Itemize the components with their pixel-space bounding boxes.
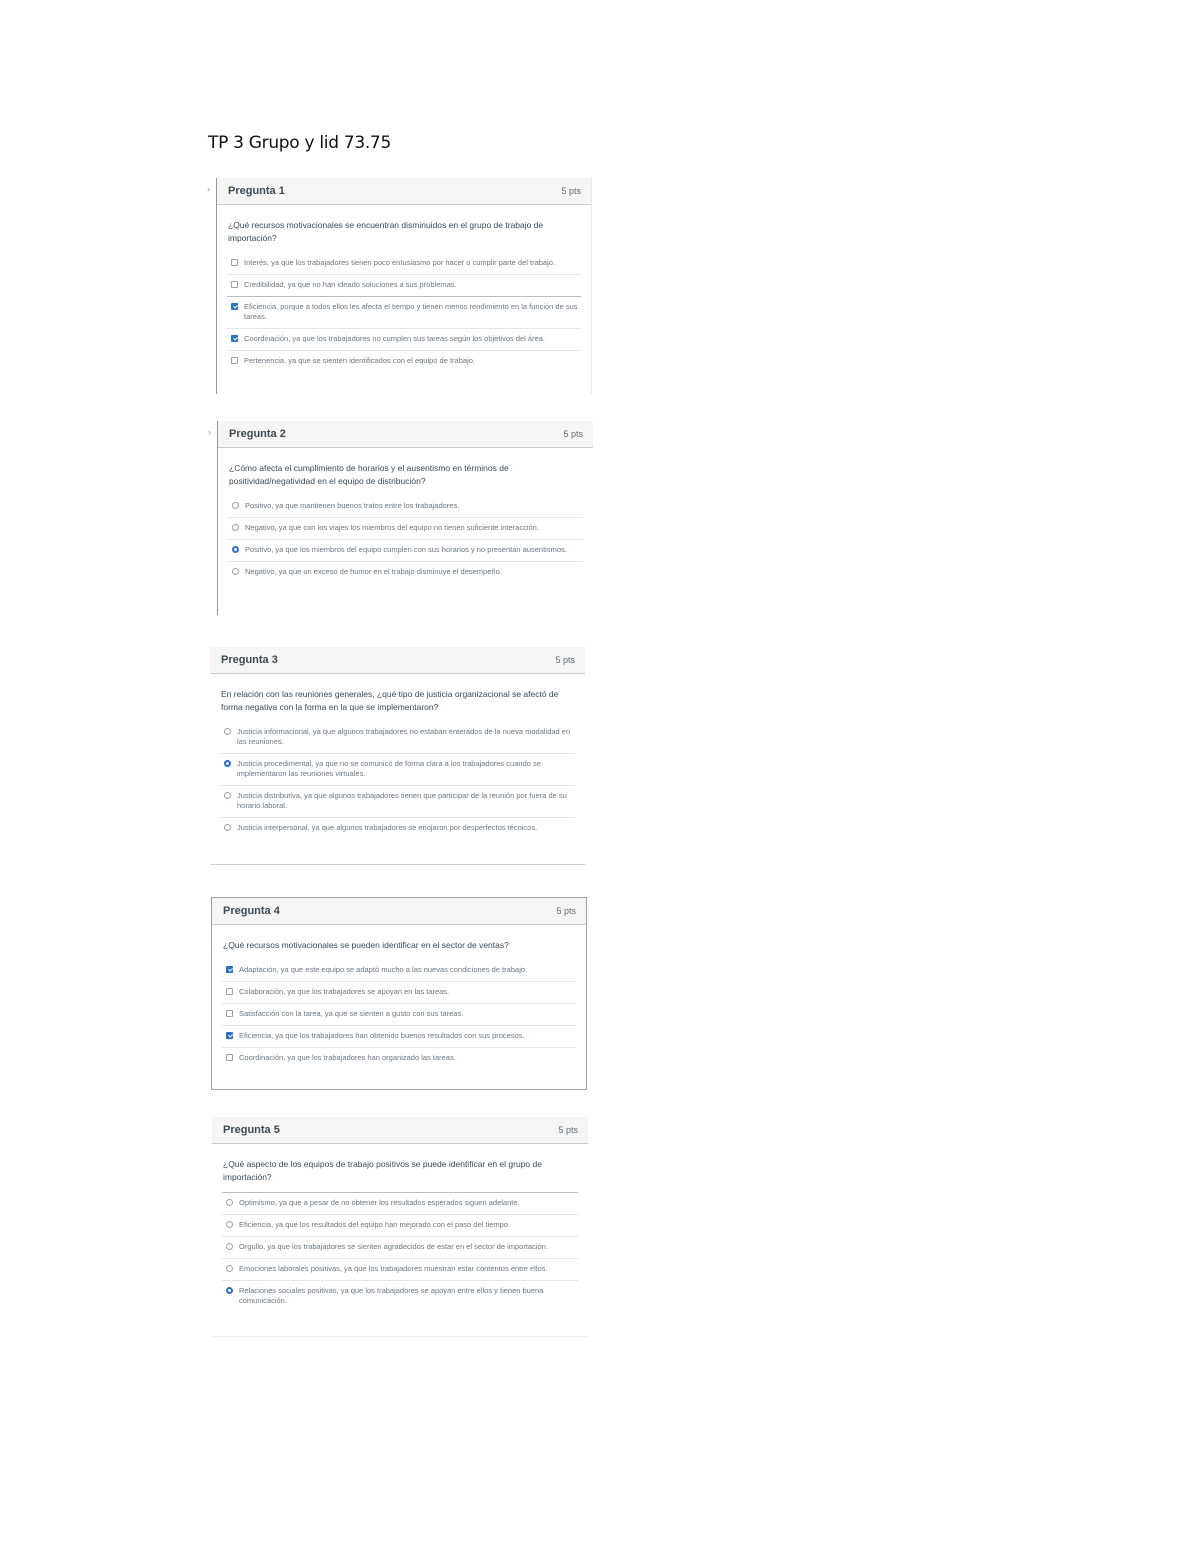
answer-text: Coordinación, ya que los trabajadores han organizado las tareas. [239,1053,456,1062]
answer-option[interactable] [220,753,575,785]
question-title: Pregunta 5 [223,1124,280,1136]
radio-icon[interactable] [226,1221,233,1228]
answer-text: Justicia distributiva, ya que algunos trabajadores tienen que participar de la reunión por fuera de su horario laboral. [237,791,567,810]
question-card-2 [217,421,593,615]
answer-option[interactable] [227,350,581,372]
question-header [212,1117,588,1144]
answer-text: Eficiencia, ya que los trabajadores han obtenido buenos resultados con sus procesos. [239,1031,525,1040]
answer-text: Eficiencia, ya que los resultados del equipo han mejorado con el paso del tiempo. [239,1220,511,1229]
checkbox-checked-icon[interactable] [231,335,238,342]
checkbox-icon[interactable] [226,1010,233,1017]
answer-option[interactable] [227,274,581,296]
question-card-1 [216,178,592,394]
chevron-right-icon: › [208,427,211,437]
answer-text: Justicia interpersonal, ya que algunos trabajadores se enojaron por desperfectos técnicos. [237,823,538,832]
answer-text: Justicia informacional, ya que algunos trabajadores no estaban enterados de la nueva modalidad en las reuniones. [237,727,571,746]
question-card-5 [212,1117,588,1337]
radio-selected-icon[interactable] [226,1287,233,1294]
question-title: Pregunta 2 [229,428,286,440]
question-prompt: ¿Qué recursos motivacionales se encuentran disminuidos en el grupo de trabajo de importación? [228,220,544,243]
answer-text: Relaciones sociales positivas, ya que los trabajadores se apoyan entre ellos y tienen buena comunicación. [239,1286,544,1305]
answer-option[interactable] [222,1003,576,1025]
answer-option[interactable] [222,1192,578,1214]
answer-text: Eficiencia, porque a todos ellos les afecta el tiempo y tienen menos rendimiento en la función de sus tareas. [244,302,578,321]
checkbox-icon[interactable] [231,259,238,266]
question-points: 5 pts [563,429,583,439]
question-title: Pregunta 1 [228,185,285,197]
radio-icon[interactable] [232,568,239,575]
answer-option[interactable] [228,561,583,583]
question-points: 5 pts [556,906,576,916]
checkbox-checked-icon[interactable] [226,1032,233,1039]
radio-icon[interactable] [232,502,239,509]
radio-selected-icon[interactable] [232,546,239,553]
radio-selected-icon[interactable] [224,760,231,767]
question-prompt: ¿Qué aspecto de los equipos de trabajo positivos se puede identificar en el grupo de importación? [223,1159,542,1182]
question-title: Pregunta 4 [223,905,280,917]
answer-text: Pertenencia, ya que se sienten identificados con el equipo de trabajo. [244,356,475,365]
answer-text: Justicia procedimental, ya que no se comunicó de forma clara a los trabajadores cuando se implementaron las reuniones virtuales. [237,759,541,778]
question-header [212,898,586,925]
answer-option[interactable] [227,296,581,328]
radio-icon[interactable] [226,1265,233,1272]
question-prompt: ¿Qué recursos motivacionales se pueden identificar en el sector de ventas? [223,940,509,950]
question-prompt: ¿Cómo afecta el cumplimiento de horarios y el ausentismo en términos de positividad/negatividad en el equipo de distribución? [229,463,509,486]
answer-text: Adaptación, ya que este equipo se adaptó mucho a las nuevas condiciones de trabajo. [239,965,528,974]
checkbox-checked-icon[interactable] [231,303,238,310]
answer-text: Colaboración, ya que los trabajadores se apoyan en las tareas. [239,987,450,996]
answer-option[interactable] [220,722,575,753]
answer-list [227,253,581,372]
answer-text: Positivo, ya que mantienen buenos tratos entre los trabajadores. [245,501,460,510]
answer-list [222,960,576,1069]
answer-option[interactable] [228,539,583,561]
answer-text: Credibilidad, ya que no han ideado soluciones a sus problemas. [244,280,457,289]
question-card-4 [211,897,587,1090]
answer-option[interactable] [222,1236,578,1258]
question-card-3 [210,647,585,865]
checkbox-icon[interactable] [226,1054,233,1061]
radio-icon[interactable] [224,728,231,735]
question-header [210,647,585,674]
radio-icon[interactable] [226,1199,233,1206]
question-header [217,178,591,205]
answer-option[interactable] [222,1047,576,1069]
answer-option[interactable] [220,817,575,839]
answer-text: Negativo, ya que un exceso de humor en el trabajo disminuye el desempeño. [245,567,502,576]
question-points: 5 pts [555,655,575,665]
checkbox-icon[interactable] [231,281,238,288]
answer-option[interactable] [222,1258,578,1280]
answer-option[interactable] [227,253,581,274]
answer-text: Emociones laborales positivas, ya que los trabajadores muestran estar contentos entre ellos. [239,1264,548,1273]
question-title: Pregunta 3 [221,654,278,666]
checkbox-checked-icon[interactable] [226,966,233,973]
radio-icon[interactable] [224,824,231,831]
answer-text: Negativo, ya que con los viajes los miembros del equipo no tienen suficiente interacción. [245,523,539,532]
radio-icon[interactable] [224,792,231,799]
answer-option[interactable] [222,1280,578,1312]
question-points: 5 pts [561,186,581,196]
answer-text: Positivo, ya que los miembros del equipo cumplen con sus horarios y no presentan ausentismos. [245,545,567,554]
answer-option[interactable] [228,496,583,517]
answer-text: Interés, ya que los trabajadores tienen poco entusiasmo por hacer o cumplir parte del trabajo. [244,258,556,267]
answer-option[interactable] [220,785,575,817]
answer-option[interactable] [222,960,576,981]
answer-option[interactable] [222,1214,578,1236]
question-header [218,421,593,448]
answer-option[interactable] [222,981,576,1003]
answer-option[interactable] [227,328,581,350]
radio-icon[interactable] [226,1243,233,1250]
answer-text: Coordinación, ya que los trabajadores no cumplen sus tareas según los objetivos del área. [244,334,546,343]
answer-option[interactable] [228,517,583,539]
answer-text: Orgullo, ya que los trabajadores se sienten agradecidos de estar en el sector de importación. [239,1242,548,1251]
chevron-right-icon: › [207,184,210,194]
answer-text: Satisfacción con la tarea, ya que se sienten a gusto con sus tareas. [239,1009,464,1018]
checkbox-icon[interactable] [231,357,238,364]
question-points: 5 pts [558,1125,578,1135]
answer-list [222,1192,578,1312]
document-title: TP 3 Grupo y lid 73.75 [208,133,391,153]
answer-list [228,496,583,583]
question-prompt: En relación con las reuniones generales, ¿qué tipo de justicia organizacional se afectó de forma negativa con la forma en la que se implementaron? [221,689,559,712]
answer-option[interactable] [222,1025,576,1047]
checkbox-icon[interactable] [226,988,233,995]
radio-icon[interactable] [232,524,239,531]
answer-list [220,722,575,839]
answer-text: Optimismo, ya que a pesar de no obtener los resultados esperados siguen adelante. [239,1198,520,1207]
